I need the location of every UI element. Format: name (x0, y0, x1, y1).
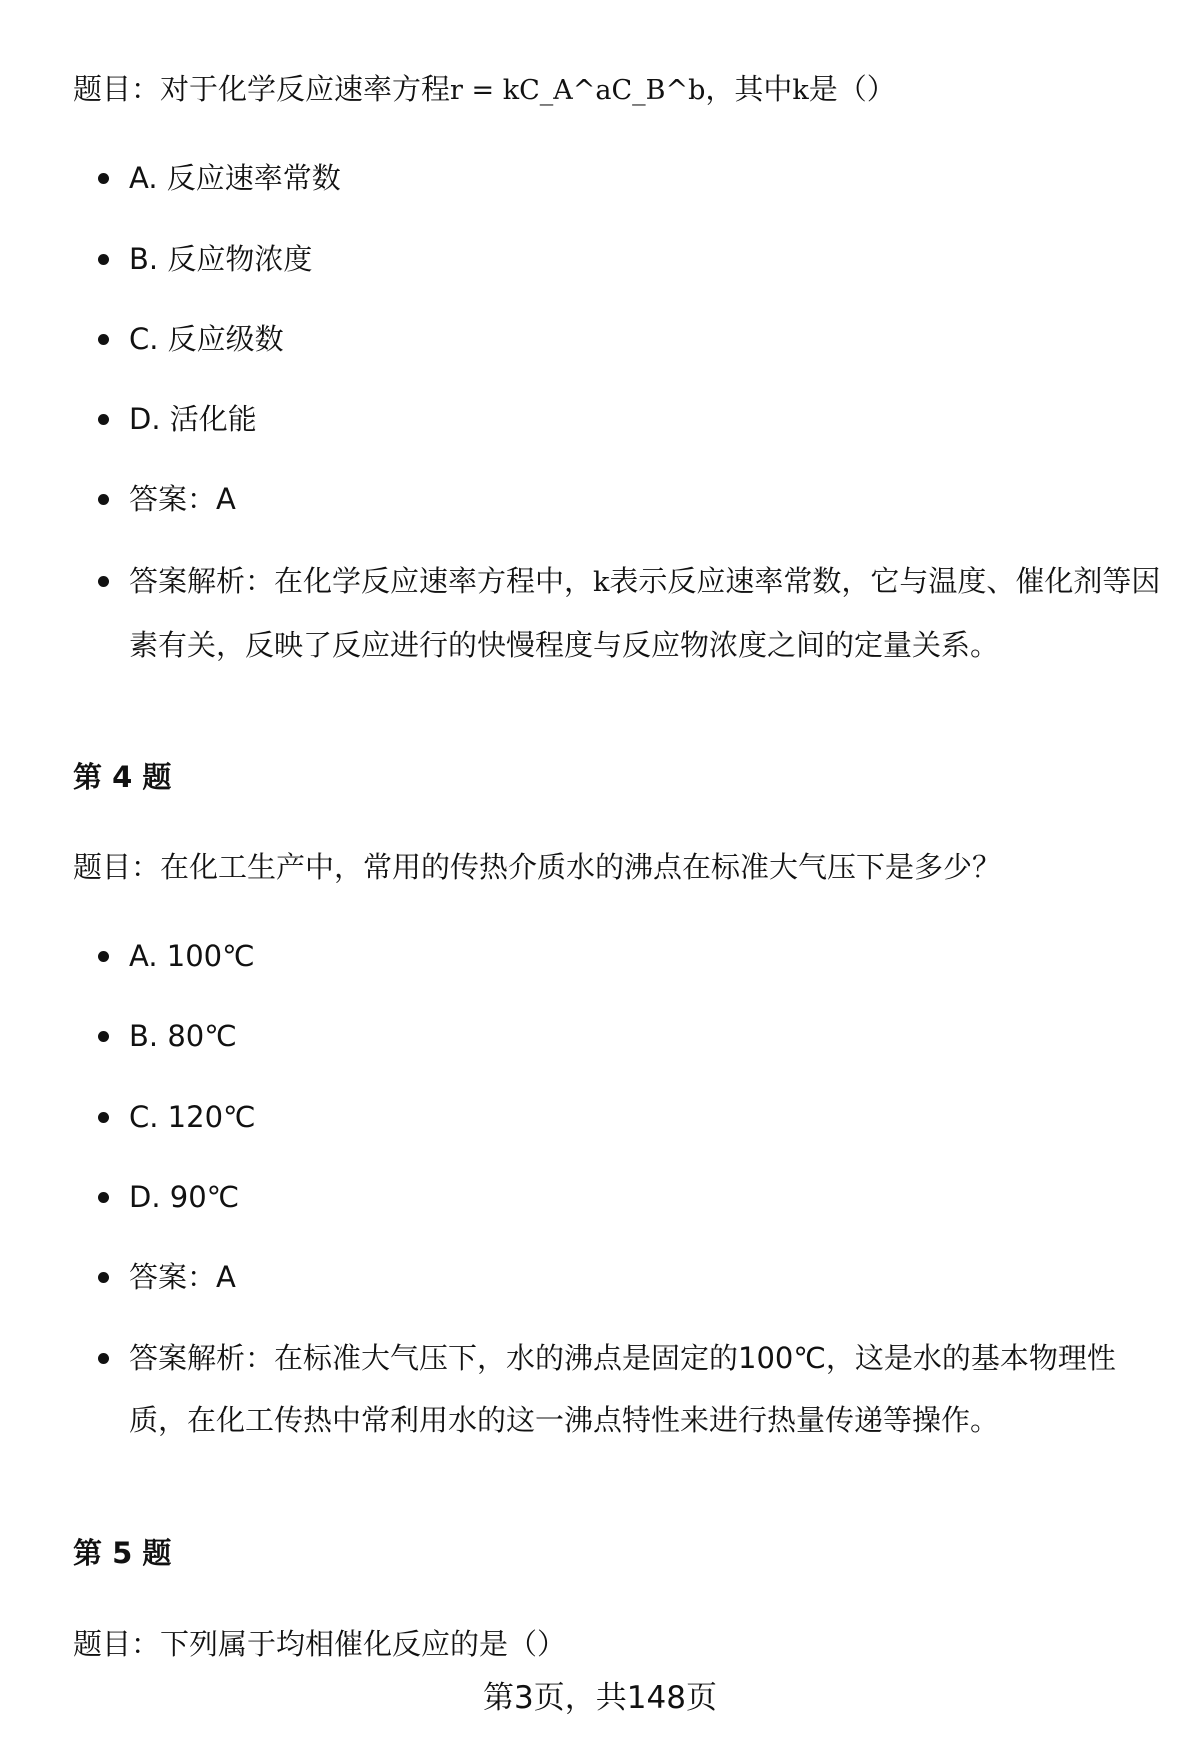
question-3-option-a: A. 反应速率常数 (129, 161, 341, 195)
question-4-option-b: B. 80℃ (129, 1019, 237, 1053)
question-4-option-a: A. 100℃ (129, 939, 255, 973)
bullet-icon (98, 494, 109, 505)
bullet-icon (98, 334, 109, 345)
question-4-answer: 答案：A (129, 1260, 236, 1294)
question-4-stem: 题目：在化工生产中，常用的传热介质水的沸点在标准大气压下是多少？ (73, 850, 1002, 884)
bullet-icon (98, 1112, 109, 1123)
question-3-analysis-prefix: 答案解析：在化学反应速率方程中， (129, 564, 594, 598)
question-3-analysis-suffix: 表示反应速率常数，它与温度、催化剂等因素有关，反映了反应进行的快慢程度与反应物浓度之间的定量关系。 (129, 564, 1161, 662)
page-number-footer: 第3页，共148页 (483, 1680, 717, 1716)
question-4-analysis: 答案解析：在标准大气压下，水的沸点是固定的100℃，这是水的基本物理性质，在化工传热中常利用水的这一沸点特性来进行热量传递等操作。 (129, 1341, 1116, 1437)
bullet-icon (98, 951, 109, 962)
bullet-icon (98, 414, 109, 425)
bullet-icon (98, 1031, 109, 1042)
bullet-icon (98, 254, 109, 265)
question-3-answer: 答案：A (129, 482, 236, 516)
bullet-icon (98, 576, 109, 587)
question-4-option-c: C. 120℃ (129, 1100, 256, 1134)
question-3-stem-suffix: 是（） (808, 72, 896, 106)
question-3-analysis (129, 550, 1169, 676)
question-5-stem: 题目：下列属于均相催化反应的是（） (73, 1627, 567, 1661)
question-3-stem-prefix: 题目：对于化学反应速率方程 (73, 72, 451, 106)
question-3-stem (73, 69, 896, 111)
question-4-title: 第 4 题 (73, 760, 172, 794)
rate-constant-symbol: k (593, 567, 610, 598)
bullet-icon (98, 173, 109, 184)
rate-constant-symbol: k (792, 75, 809, 106)
question-3-option-d: D. 活化能 (129, 402, 257, 436)
rate-equation-formula: r = kC_A^aC_B^b (450, 75, 706, 106)
bullet-icon (98, 1272, 109, 1283)
question-3-option-c: C. 反应级数 (129, 322, 284, 356)
question-3-option-b: B. 反应物浓度 (129, 242, 313, 276)
question-4-option-d: D. 90℃ (129, 1180, 240, 1214)
question-3-stem-middle: ，其中 (705, 72, 793, 106)
bullet-icon (98, 1192, 109, 1203)
bullet-icon (98, 1353, 109, 1364)
question-5-title: 第 5 题 (73, 1536, 172, 1570)
